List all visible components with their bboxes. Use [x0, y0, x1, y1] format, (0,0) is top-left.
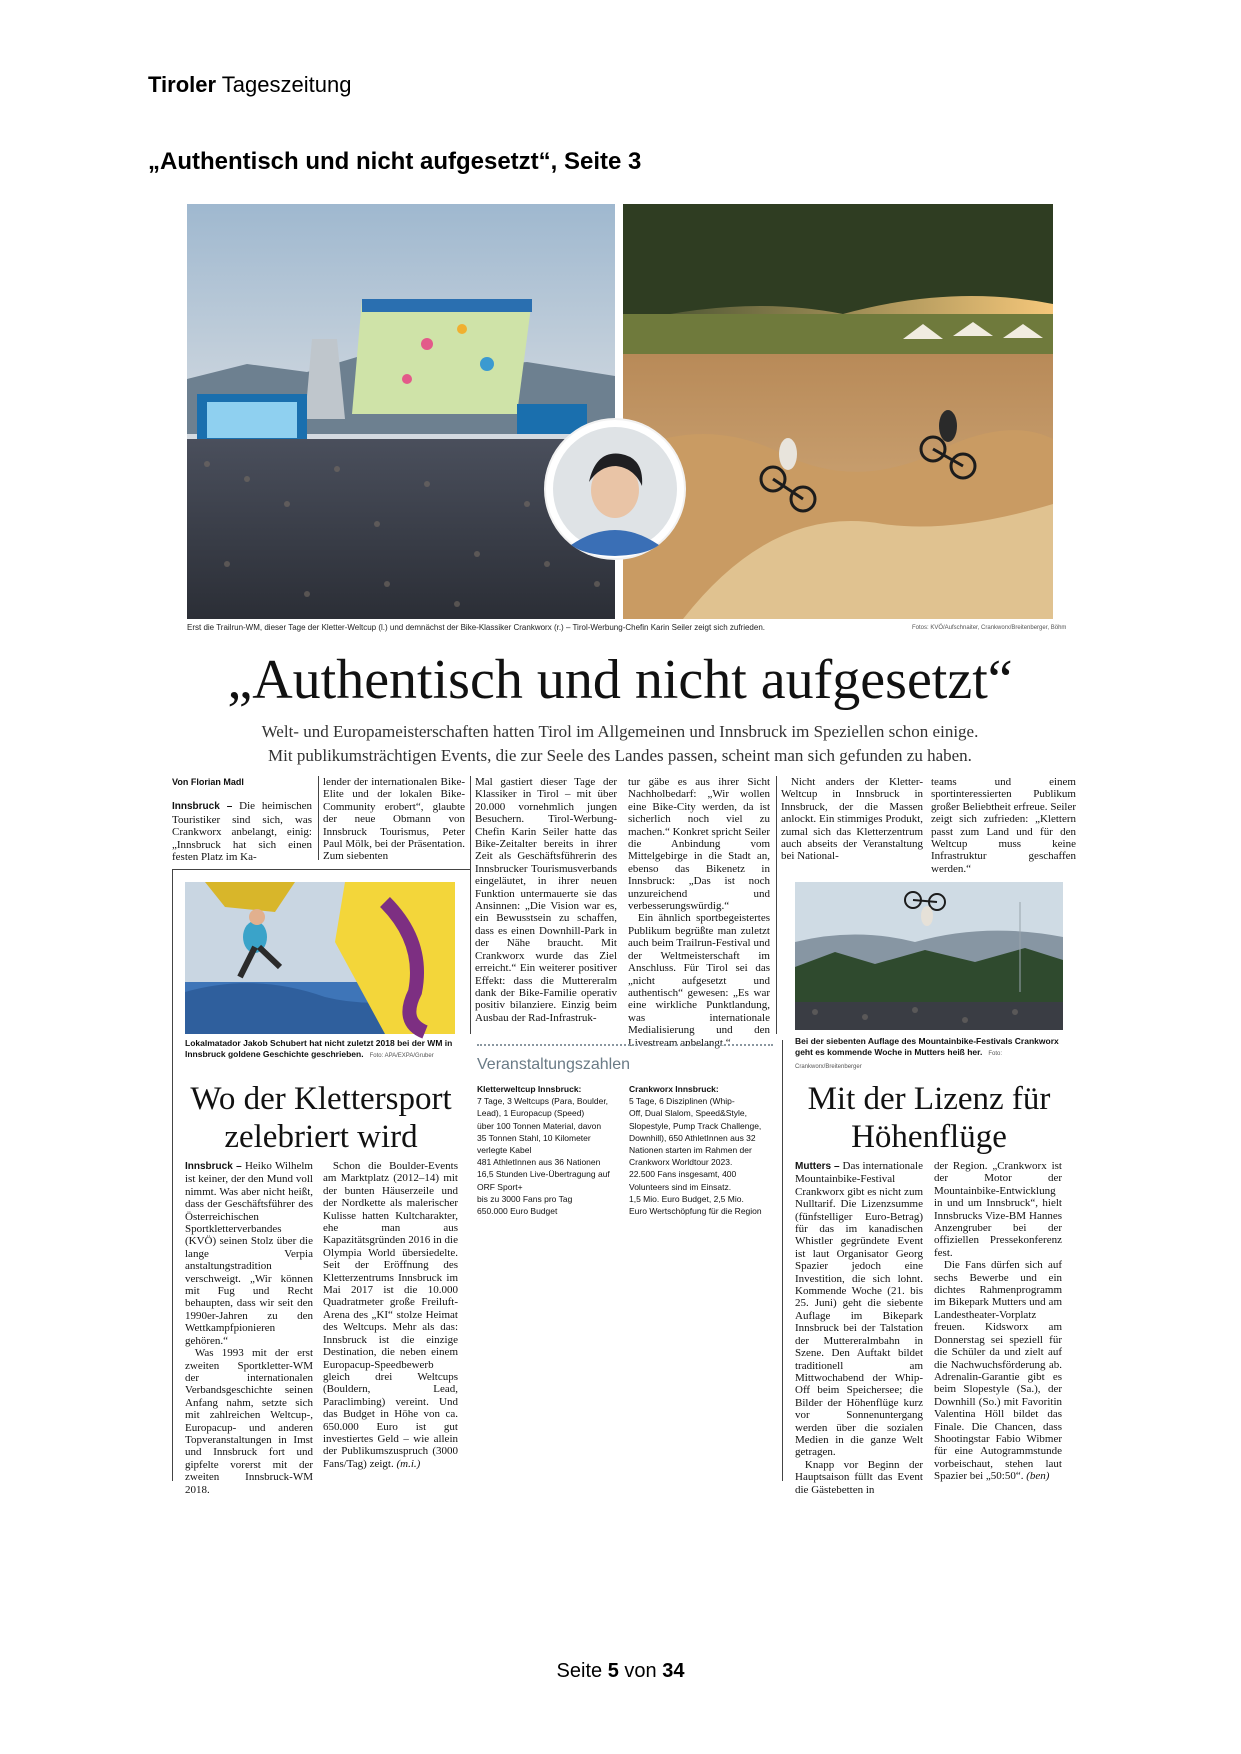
- left-box-text-3: Schon die Boulder-Events am Marktplatz (2012–14) mit der bunten Häuserzeile und der Nordkette als malerischer Kulisse hatten Kultcharakter, ehe man aus Kapazitätsgründen 2016 in die Olympia World übersiedelte. Seit der Eröffnung des Kletterzentrums Innsbruck im Mai 2017 ist die 10.000 Quadratmeter große Freiluft-Arena des „KI“ stolze Heimat des Weltcups. Mehr als das: Innsbruck ist die einzige Destination, die neben einem Europacup-Speedbewerb gleich drei Weltcups (Bouldern, Lead, Paraclimbing) vereint. Und das Budget in Höhe von ca. 650.000 Euro ist gut investiertes Geld – wie allein der Publikumszuspruch (3000 Fans/Tag) zeigt.: [323, 1160, 458, 1470]
- column-2-text: lender der internationalen Bike-Elite und der lokalen Bike-Community erobert“, glaubte der neue Obmann von Innsbruck Tourismus, Peter Paul Mölk, bei der Präsentation. Zum siebenten: [323, 776, 465, 863]
- fact-line: ORF Sport+: [477, 1181, 523, 1192]
- right-box-caption-text: Bei der siebenten Auflage des Mountainbike-Festivals Crankworx geht es kommende Woche in Mutters heiß her.: [795, 1036, 1059, 1057]
- right-box-text-1: Das internationale Mountainbike-Festival Crankworx gibt es nicht zum Nulltarif. Die Lizenzsumme (fünfstelliger Euro-Betrag) für das im kanadischen Whistler gegründete Event ist laut Organisator Georg Spazier jedoch eine Investition, die sich lohnt. Kommende Woche (21. bis 25. Juni) geht die siebente Auflage im Bikepark Innsbruck bei der Talstation der Muttereralmbahn in Szene. Den Auftakt bildet traditionell am Mittwochabend der Whip-Off beim Speichersee; die Bilder der Höhenflüge kurz vor Sonnenuntergang werden über die sozialen Medien in die ganze Welt getragen.: [795, 1160, 923, 1459]
- dateline: Innsbruck –: [172, 801, 233, 813]
- left-box-side-rule: [172, 869, 173, 1481]
- publisher-rest: Tageszeitung: [221, 72, 352, 97]
- fact-line: Volunteers sind im Einsatz.: [629, 1181, 732, 1192]
- left-box-text-1: Heiko Wilhelm ist keiner, der den Mund voll nimmt. Was aber nicht heißt, dass der Geschäftsführer des Österreichischen Sportkletterverbandes (KVÖ) seinen Stolz über die lange Verpia anstaltungstradition verschweigt. „Wir können mit Fug und Recht behaupten, dass wir seit den 1990er-Jahren zu den Wettkampfpionieren gehören.“: [185, 1160, 313, 1347]
- fact-line: Off, Dual Slalom, Speed&Style,: [629, 1108, 747, 1119]
- article-column-2: [323, 776, 465, 866]
- article-column-4: [628, 776, 770, 1049]
- publication-name: [148, 72, 351, 98]
- column-4-text-1: tur gäbe es aus ihrer Sicht Nachholbedarf: „Wir wollen eine Bike-City werden, da ist sicherlich noch viel zu machen.“ Konkret spricht Seiler die Anbindung vom Mittelgebirge in die Stadt an, ebenso das Bikenetz in Innsbruck: „Das ist noch unzureichend und verbesserungswürdig.“: [628, 776, 770, 913]
- article-column-3: [475, 776, 617, 1038]
- right-box-credit: Foto: Crankworx/Breitenberger: [795, 1051, 1003, 1070]
- page-number: [0, 1660, 1241, 1683]
- total-pages: 34: [662, 1660, 685, 1682]
- left-box-caption: [185, 1038, 460, 1062]
- right-box-column-1: [795, 1160, 923, 1496]
- page-prefix: Seite: [556, 1660, 603, 1682]
- article-subhead: [160, 720, 1080, 768]
- bike-jump-photo: [795, 882, 1063, 1030]
- crankworx-photo: [623, 204, 1053, 619]
- right-box-signature: (ben): [1026, 1470, 1050, 1483]
- facts-crankworx: [629, 1083, 779, 1217]
- portrait-frame: [546, 420, 684, 558]
- facts-title: Veranstaltungszahlen: [477, 1056, 630, 1073]
- column-1-text: Die heimischen Touristiker sind sich, was Crankworx anbelangt, einig: „Innsbruck hat sich einen festen Platz im Ka-: [172, 800, 312, 864]
- fact-line: 5 Tage, 6 Disziplinen (Whip-: [629, 1096, 735, 1107]
- fact-line: 7 Tage, 3 Weltcups (Para, Boulder,: [477, 1096, 609, 1107]
- fact-line: 22.500 Fans insgesamt, 400: [629, 1169, 737, 1180]
- facts-divider: [477, 1044, 773, 1046]
- fact-line: 35 Tonnen Stahl, 10 Kilometer: [477, 1132, 591, 1143]
- fact-line: bis zu 3000 Fans pro Tag: [477, 1193, 573, 1204]
- left-box-signature: (m.i.): [396, 1457, 421, 1470]
- fact-line: verlegte Kabel: [477, 1145, 532, 1156]
- subhead-line-1: Welt- und Europameisterschaften hatten Tirol im Allgemeinen und Innsbruck im Speziellen schon einige.: [261, 722, 979, 741]
- facts-climbing-title: Kletterweltcup Innsbruck:: [477, 1084, 582, 1094]
- document-title: „Authentisch und nicht aufgesetzt“, Seite 3: [148, 148, 642, 175]
- right-box-caption: [795, 1036, 1065, 1073]
- column-6-text: teams und einem sportinteressierten Publikum großer Beliebtheit erfreue. Seiler zeigt sich zufrieden: „Klettern passt zum Land und für den Weltcup muss keine Infrastruktur geschaffen werden.“: [931, 776, 1076, 875]
- left-box-text-2: Was 1993 mit der erst zweiten Sportkletter-WM der internationalen Verbandsgeschichte seinen Anfang nahm, setzte sich mit zahlreichen Weltcup-, Europacup- und anderen Topveranstaltungen in Imst und Innsbruck fort und gipfelte vorerst mit der zweiten Innsbruck-WM 2018.: [185, 1347, 313, 1496]
- left-box-column-1: [185, 1160, 313, 1496]
- karin-seiler-portrait: [546, 420, 684, 558]
- fact-line: 481 AthletInnen aus 36 Nationen: [477, 1157, 601, 1168]
- fact-line: 1,5 Mio. Euro Budget, 2,5 Mio.: [629, 1193, 744, 1204]
- subhead-line-2: Mit publikumsträchtigen Events, die zur Seele des Landes passen, scheint man sich gefunden zu haben.: [268, 746, 972, 765]
- right-box-headline: Mit der Lizenz für Höhenflüge: [807, 1081, 1051, 1155]
- fact-line: Nationen starten im Rahmen der: [629, 1145, 752, 1156]
- left-box-caption-text: Lokalmatador Jakob Schubert hat nicht zuletzt 2018 bei der WM in Innsbruck goldene Geschichte geschrieben.: [185, 1038, 453, 1059]
- byline: Von Florian Madl: [172, 777, 244, 787]
- fact-line: Downhill), 650 AthletInnen aus 32: [629, 1132, 756, 1143]
- page-of: von: [624, 1660, 657, 1682]
- right-box-column-2: [934, 1160, 1062, 1483]
- top-photo-credit: Fotos: KVÖ/Aufschnaiter, Crankworx/Breitenberger, Böhm: [912, 625, 1067, 631]
- left-box-credit: Foto: APA/EXPA/Gruber: [369, 1053, 434, 1059]
- article-column-5: [781, 776, 923, 866]
- right-box-text-3: der Region. „Crankworx ist der Motor der Mountainbike-Entwicklung in und um Innsbruck“, hielt Innsbrucks Vize-BM Hannes Anzengruber bei der offiziellen Pressekonferenz fest.: [934, 1160, 1062, 1259]
- column-rule: [470, 776, 471, 1034]
- facts-crankworx-title: Crankworx Innsbruck:: [629, 1084, 719, 1094]
- column-1-paragraph: [172, 800, 312, 863]
- article-column-1: [172, 776, 312, 866]
- column-5-text: Nicht anders der Kletter-Weltcup in Innsbruck in Innsbruck, der die Massen anlockt. Ein stimmiges Produkt, zumal sich das Kletterzentrum auch abseits der Veranstaltung bei National-: [781, 776, 923, 863]
- column-rule: [318, 776, 319, 860]
- article-column-6: [931, 776, 1076, 875]
- right-box-text-2: Knapp vor Beginn der Hauptsaison füllt das Event die Gästebetten in: [795, 1458, 923, 1496]
- right-box-dateline: Mutters –: [795, 1161, 840, 1172]
- publisher-bold: Tiroler: [148, 72, 217, 97]
- fact-line: Slopestyle, Pump Track Challenge,: [629, 1120, 762, 1131]
- fact-line: 650.000 Euro Budget: [477, 1206, 558, 1217]
- column-rule: [776, 776, 777, 1034]
- left-box-top-rule: [172, 869, 470, 870]
- left-box-headline: Wo der Klettersport zelebriert wird: [190, 1081, 452, 1155]
- column-4-text-2: Ein ähnlich sportbegeistertes Publikum begrüßte man zuletzt auch beim Trailrun-Festival und der Weltmeisterschaft im Anschluss. Für Tirol sei das „nicht aufgesetzt und authentisch“ gewesen: „Es war eine wirkliche Punktlandung, was internationale Medialisierung und den Livestream anbelangt.“: [628, 912, 770, 1049]
- facts-climbing: [477, 1083, 625, 1217]
- top-photo-caption: Erst die Trailrun-WM, dieser Tage der Kletter-Weltcup (l.) und demnächst der Bike-Klassiker Crankworx (r.) – Tirol-Werbung-Chefin Karin Seiler zeigt sich zufrieden.: [187, 623, 765, 632]
- current-page: 5: [607, 1660, 619, 1682]
- climber-photo: [185, 882, 455, 1034]
- left-box-column-2: [323, 1160, 458, 1480]
- article-headline: „Authentisch und nicht aufgesetzt“: [227, 649, 1013, 711]
- right-box-text-4: Die Fans dürfen sich auf sechs Bewerbe und ein dichtes Rahmenprogramm im Bikepark Mutters und am Landestheater-Vorplatz freuen. Kidsworx am Donnerstag sei speziell für die Schüler da und zielt auf die Nachwuchsförderung ab. Adrenalin-Garantie gibt es beim Slopestyle (Sa.), der Downhill (So.) mit Favoritin Valentina Höll bildet das Finale. Die Chancen, dass Shootingstar Fabio Wibmer für eine Autogrammstunde vorbeischaut, stehen laut Spazier bei „50:50“.: [934, 1259, 1062, 1483]
- fact-line: Lead), 1 Europacup (Speed): [477, 1108, 585, 1119]
- fact-line: über 100 Tonnen Material, davon: [477, 1120, 602, 1131]
- fact-line: 16,5 Stunden Live-Übertragung auf: [477, 1169, 610, 1180]
- fact-line: Crankworx Worldtour 2023.: [629, 1157, 733, 1168]
- left-box-dateline: Innsbruck –: [185, 1161, 242, 1172]
- column-3-text: Mal gastiert dieser Tage der Klassiker in Tirol – mit über 20.000 vornehmlich jungen Besuchern. Tirol-Werbung-Chefin Karin Seiler hatte das Bike-Zeitalter bereits in ihrer Zeit als Geschäftsführerin des Innsbrucker Tourismusverbands eingeläutet, in ihrer neuen Funktion untermauerte sie das Ansinnen: „Die Vision war es, ein Bewusstsein zu schaffen, dass es einen Downhill-Park in der Nähe braucht. Mit Crankworx wurde das Ziel erreicht.“ Ein weiterer positiver Effekt: dass die Muttereralm dank der Bike-Familie operativ positiv bilanziere. Einzig beim Ausbau der Rad-Infrastruk-: [475, 776, 617, 1024]
- fact-line: Euro Wertschöpfung für die Region: [629, 1206, 762, 1217]
